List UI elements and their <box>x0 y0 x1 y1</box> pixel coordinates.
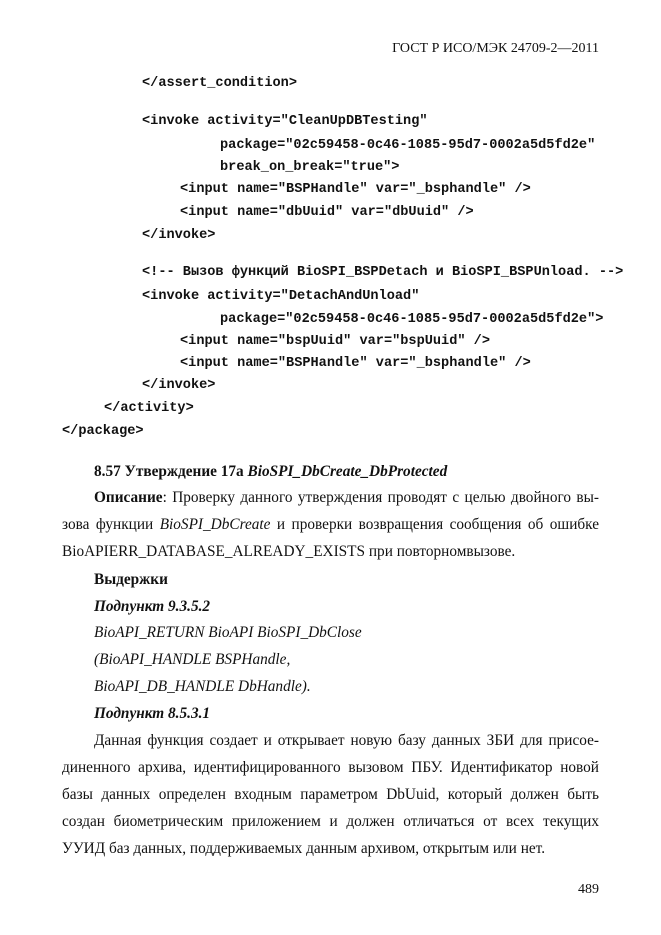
signature-line: BioAPI_DB_HANDLE DbHandle). <box>94 678 311 695</box>
code-line: </invoke> <box>142 228 216 243</box>
section-number-title: 8.57 Утверждение 17а <box>94 463 248 480</box>
code-line: break_on_break="true"> <box>220 160 400 175</box>
code-line: package="02c59458-0c46-1085-95d7-0002a5d5fd2e"> <box>220 312 604 327</box>
code-line: <invoke activity="CleanUpDBTesting" <box>142 114 428 129</box>
description-label: Описание <box>94 489 163 506</box>
code-line: </package> <box>62 424 144 439</box>
description-text: : Проверку данного утверждения проводят с целью двойного вы- <box>162 489 599 506</box>
excerpts-heading: Выдержки <box>94 571 168 588</box>
code-line: </activity> <box>104 401 194 416</box>
code-line: package="02c59458-0c46-1085-95d7-0002a5d5fd2e" <box>220 138 596 153</box>
description-text: зова функции <box>62 516 160 533</box>
paragraph-line: создан биометрическим приложением и должен отличаться от всех текущих <box>62 813 599 830</box>
code-line: </assert_condition> <box>142 76 297 91</box>
signature-line: (BioAPI_HANDLE BSPHandle, <box>94 651 291 668</box>
description-line: BioAPIERR_DATABASE_ALREADY_EXISTS при повторномвызове. <box>62 543 516 560</box>
description-text: и проверки возвращения сообщения об ошибке <box>270 516 599 533</box>
function-name: BioSPI_DbCreate <box>159 516 271 533</box>
section-title-italic: BioSPI_DbCreate_DbProtected <box>247 463 448 480</box>
code-line: </invoke> <box>142 378 216 393</box>
paragraph-line: УУИД баз данных, поддерживаемых данным архивом, открытым или нет. <box>62 840 546 857</box>
code-line: <invoke activity="DetachAndUnload" <box>142 289 420 304</box>
code-line: <input name="bspUuid" var="bspUuid" /> <box>180 334 490 349</box>
page-number: 489 <box>578 882 599 897</box>
code-line: <input name="dbUuid" var="dbUuid" /> <box>180 205 474 220</box>
code-comment: <!-- Вызов функций BioSPI_BSPDetach и BioSPI_BSPUnload. --> <box>142 265 624 280</box>
subclause-heading: Подпункт 9.3.5.2 <box>94 598 211 615</box>
description-line <box>62 516 599 534</box>
code-line: <input name="BSPHandle" var="_bsphandle" /> <box>180 356 531 371</box>
paragraph-line: диненного архива, идентифицированного вызовом ПБУ. Идентификатор новой <box>62 759 599 776</box>
description-line <box>94 489 599 507</box>
page-header: ГОСТ Р ИСО/МЭК 24709-2—2011 <box>392 41 599 56</box>
subclause-heading: Подпункт 8.5.3.1 <box>94 705 211 722</box>
paragraph-line: базы данных определен входным параметром DbUuid, который должен быть <box>62 786 599 803</box>
signature-line: BioAPI_RETURN BioAPI BioSPI_DbClose <box>94 624 362 641</box>
code-line: <input name="BSPHandle" var="_bsphandle" /> <box>180 182 531 197</box>
paragraph-line: Данная функция создает и открывает новую базу данных ЗБИ для присое- <box>94 732 599 749</box>
section-heading <box>94 463 447 481</box>
